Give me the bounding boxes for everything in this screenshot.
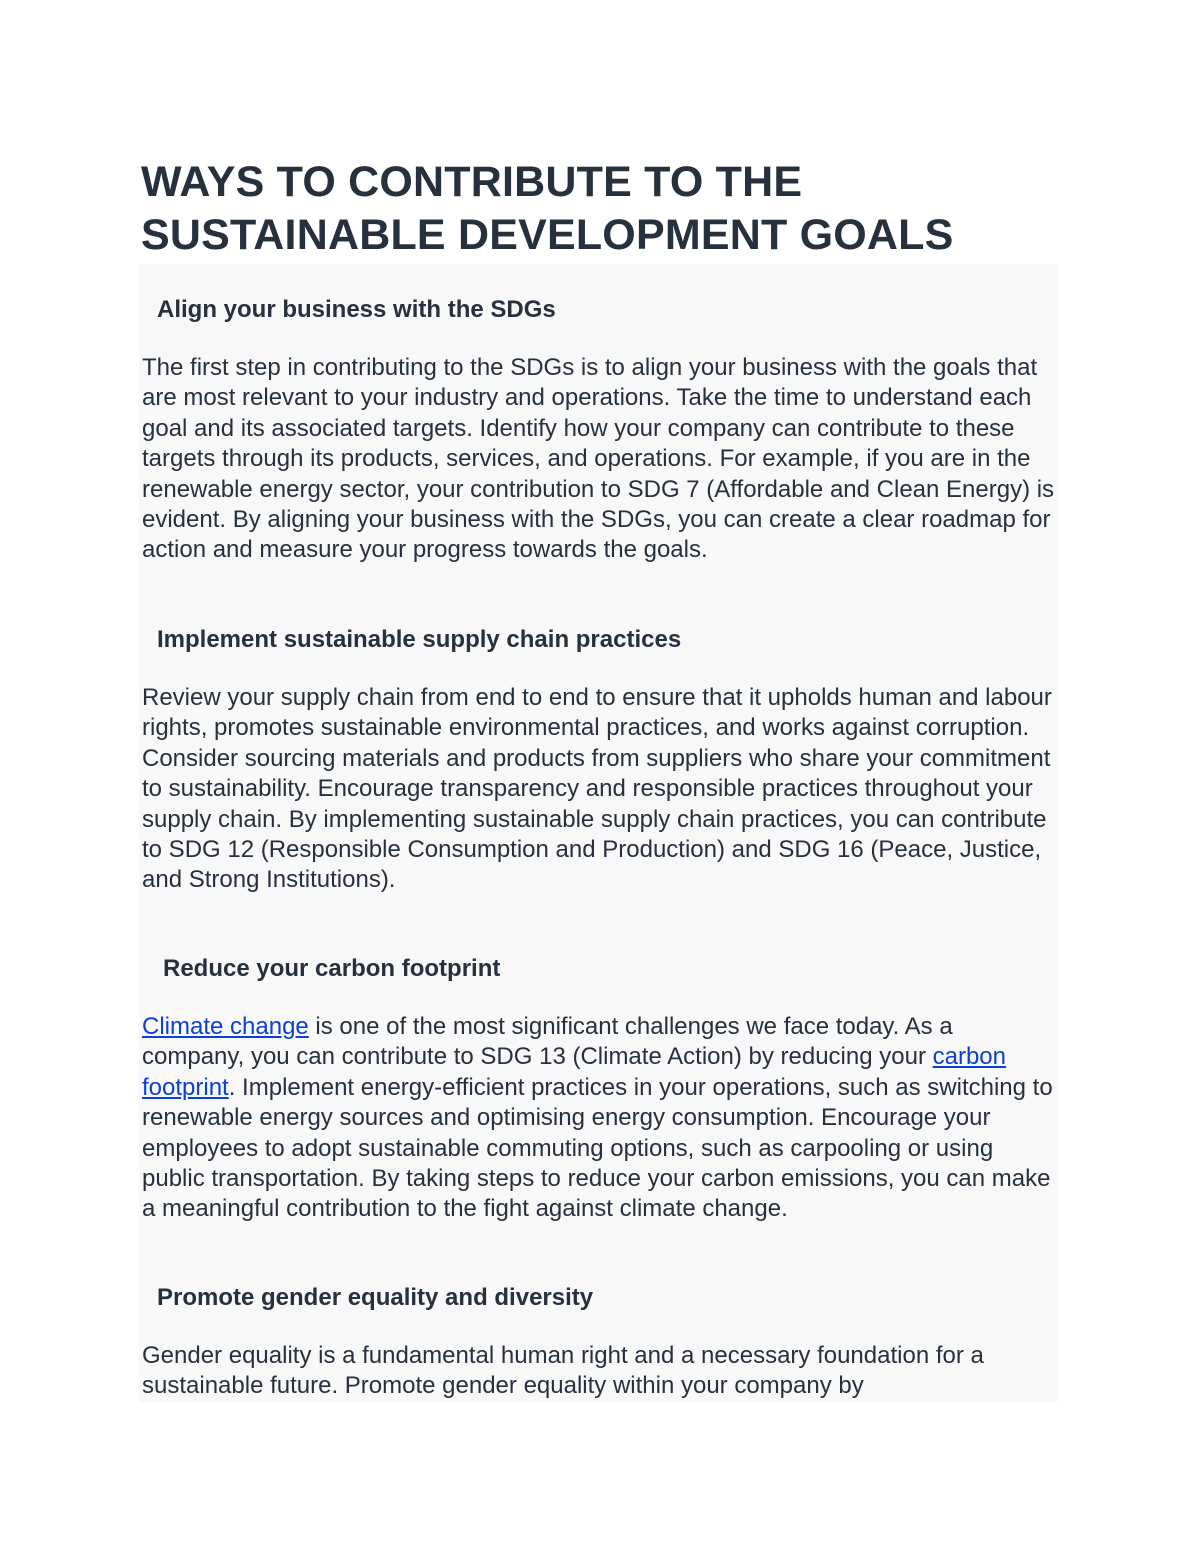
section-heading-gender: Promote gender equality and diversity xyxy=(157,1284,594,1311)
carbon-body-part-a: is one of the most significant challenges we face today. As a company, you can contribute to SDG 13 (Climate Action) by reducing your xyxy=(142,1013,953,1071)
section-heading-carbon: Reduce your carbon footprint xyxy=(163,955,501,982)
section-heading-supply-chain: Implement sustainable supply chain practices xyxy=(157,626,682,653)
climate-change-link[interactable]: Climate change xyxy=(142,1013,309,1040)
section-body-carbon xyxy=(142,1012,1058,1225)
page-title: WAYS TO CONTRIBUTE TO THE SUSTAINABLE DEVELOPMENT GOALS xyxy=(141,158,954,259)
section-body-gender: Gender equality is a fundamental human right and a necessary foundation for a sustainable future. Promote gender equality within your company by xyxy=(142,1342,984,1400)
section-body-align: The first step in contributing to the SDGs is to align your business with the goals that are most relevant to your industry and operations. Take the time to understand each goal and its associated targets. Identify how your company can contribute to these targets through its products, services, and operations. For example, if you are in the renewable energy sector, your contribution to SDG 7 (Affordable and Clean Energy) is evident. By aligning your business with the SDGs, you can create a clear roadmap for action and measure your progress towards the goals. xyxy=(142,354,1055,564)
carbon-body-part-b: . Implement energy-efficient practices in your operations, such as switching to renewable energy sources and optimising energy consumption. Encourage your employees to adopt sustainable commuting options, such as carpooling or using public transportation. By taking steps to reduce your carbon emissions, you can make a meaningful contribution to the fight against climate change. xyxy=(142,1073,1053,1223)
section-heading-align: Align your business with the SDGs xyxy=(157,296,556,323)
section-body-supply-chain: Review your supply chain from end to end to ensure that it upholds human and labour rights, promotes sustainable environmental practices, and works against corruption. Consider sourcing materials and products from suppliers who share your commitment to sustainability. Encourage transparency and responsible practices throughout your supply chain. By implementing sustainable supply chain practices, you can contribute to SDG 12 (Responsible Consumption and Production) and SDG 16 (Peace, Justice, and Strong Institutions). xyxy=(142,684,1052,894)
carbon-footprint-link[interactable]: carbon footprint xyxy=(142,1043,1006,1101)
